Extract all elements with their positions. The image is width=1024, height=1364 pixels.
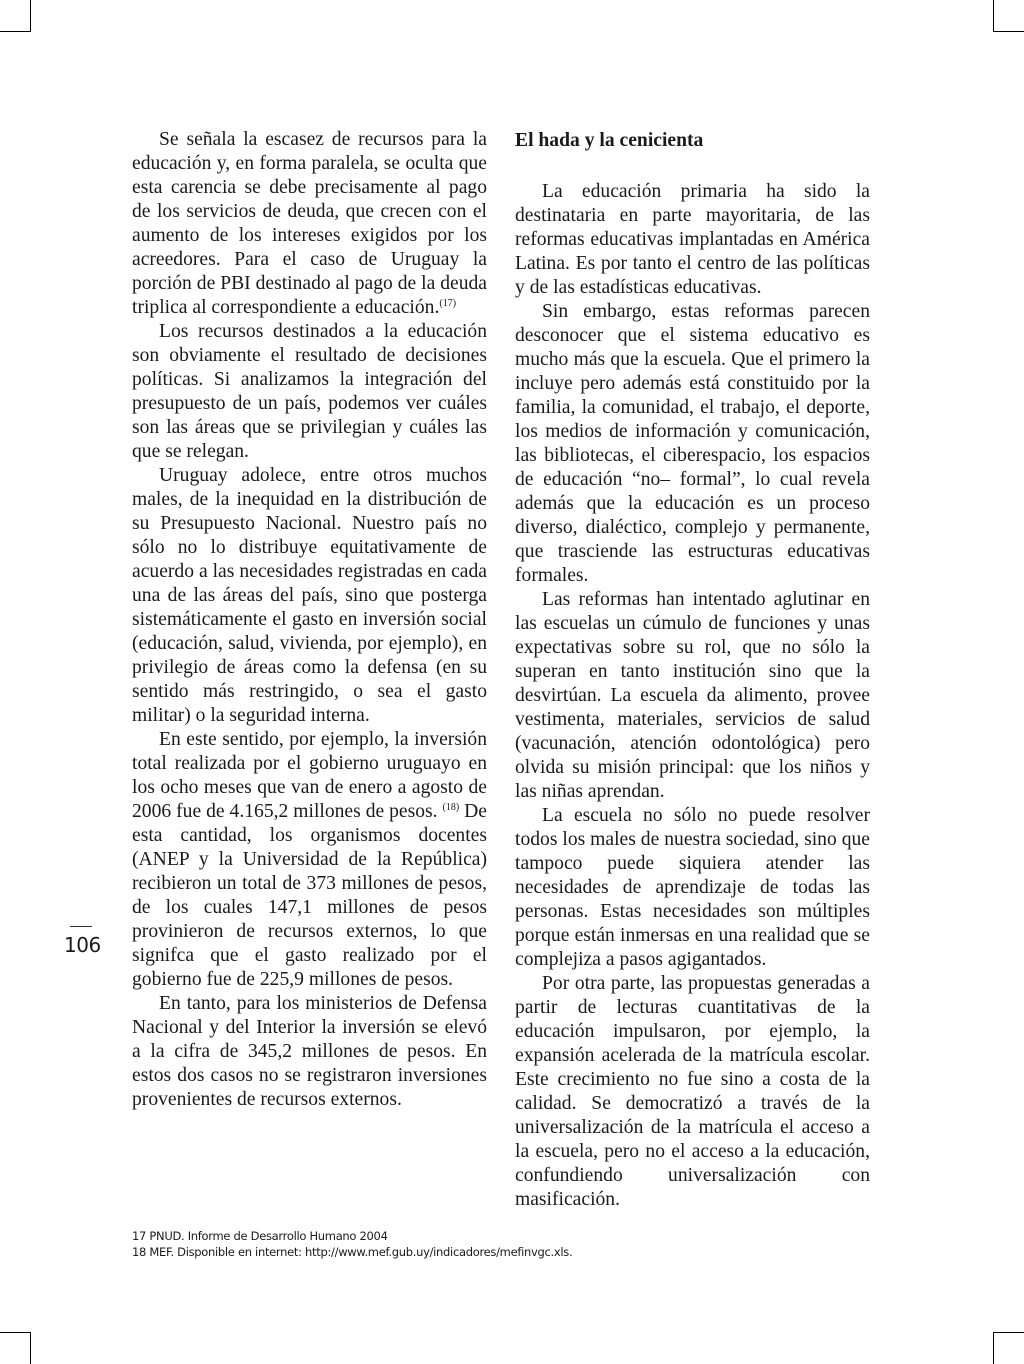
crop-mark-bottom-right-v: [993, 1332, 994, 1364]
footnote-17: 17 PNUD. Informe de Desarrollo Humano 2004: [132, 1229, 388, 1243]
body-paragraph: Uruguay adolece, entre otros muchos males, de la inequidad en la distribución de su Presupuesto Nacional. Nuestro país no sólo no lo distribuye equitativamente de acuerdo a las necesidades registradas en cada una de las áreas del país, sino que posterga sistemáticamente el gasto en inversión social (educación, salud, vivienda, por ejemplo), en privilegio de áreas como la defensa (en su sentido más restringido, o sea el gasto militar) o la seguridad interna.: [132, 465, 487, 726]
footnote-reference: (17): [439, 298, 457, 309]
page-number: 106: [64, 933, 101, 957]
crop-mark-top-right-v: [993, 0, 994, 32]
crop-mark-top-left-v: [30, 0, 31, 32]
footnote-18: 18 MEF. Disponible en internet: http://www.mef.gub.uy/indicadores/mefinvgc.xls.: [132, 1245, 573, 1259]
right-column: [515, 128, 870, 1212]
crop-mark-bottom-left-h: [0, 1332, 31, 1333]
footnotes: [132, 1228, 892, 1260]
body-paragraph: Los recursos destinados a la educación son obviamente el resultado de decisiones políticas. Si analizamos la integración del presupuesto de un país, podemos ver cuáles son las áreas que se privilegian y cuáles las que se relegan.: [132, 321, 487, 462]
body-paragraph: La escuela no sólo no puede resolver todos los males de nuestra sociedad, sino que tampoco puede siquiera atender las necesidades de aprendizaje de todas las personas. Estas necesidades son múltiples porque están inmersas en una realidad que se complejiza a pasos agigantados.: [515, 805, 870, 970]
left-column: [132, 128, 487, 1112]
body-paragraph: Sin embargo, estas reformas parecen desconocer que el sistema educativo es mucho más que la escuela. Que el primero la incluye pero además está constituido por la familia, la comunidad, el trabajo, el deporte, los medios de información y comunicación, las bibliotecas, el ciberespacio, los espacios de educación “no– formal”, lo cual revela además que la educación es un proceso diverso, dialéctico, complejo y permanente, que trasciende las estructuras educativas formales.: [515, 301, 870, 586]
crop-mark-top-right-h: [993, 31, 1024, 32]
section-heading: El hada y la cenicienta: [515, 130, 704, 151]
body-paragraph: La educación primaria ha sido la destinataria en parte mayoritaria, de las reformas educativas implantadas en América Latina. Es por tanto el centro de las políticas y de las estadísticas educativas.: [515, 181, 870, 298]
body-paragraph: Por otra parte, las propuestas generadas a partir de lecturas cuantitativas de la educación impulsaron, por ejemplo, la expansión acelerada de la matrícula escolar. Este crecimiento no fue sino a costa de la calidad. Se democratizó a través de la universalización de la matrícula el acceso a la escuela, pero no el acceso a la educación, confundiendo universalización con masificación.: [515, 973, 870, 1210]
crop-mark-top-left-h: [0, 31, 31, 32]
crop-mark-bottom-left-v: [30, 1332, 31, 1364]
body-paragraph: Se señala la escasez de recursos para la educación y, en forma paralela, se oculta que esta carencia se debe precisamente al pago de los servicios de deuda, que crecen con el aumento de los intereses exigidos por los acreedores. Para el caso de Uruguay la porción de PBI destinado al pago de la deuda triplica al correspondiente a educación.$^{(17)}$: [132, 129, 487, 318]
crop-mark-bottom-right-h: [993, 1332, 1024, 1333]
body-paragraph: Las reformas han intentado aglutinar en las escuelas un cúmulo de funciones y unas expectativas sobre su rol, que no sólo la superan en tanto institución sino que la desvirtúan. La escuela da alimento, provee vestimenta, materiales, servicios de salud (vacunación, atención odontológica) pero olvida su misión principal: que los niños y las niñas aprendan.: [515, 589, 870, 802]
body-paragraph: En tanto, para los ministerios de Defensa Nacional y del Interior la inversión se elevó a la cifra de 345,2 millones de pesos. En estos dos casos no se registraron inversiones provenientes de recursos externos.: [132, 993, 487, 1110]
body-paragraph: En este sentido, por ejemplo, la inversión total realizada por el gobierno uruguayo en los ocho meses que van de enero a agosto de 2006 fue de 4.165,2 millones de pesos. $^{(18)}$ De esta cantidad, los organismos docentes (ANEP y la Universidad de la República) recibieron un total de 373 millones de pesos, de los cuales 147,1 millones de pesos provinieron de recursos externos, lo que signifca que el gasto realizado por el gobierno fue de 225,9 millones de pesos.: [132, 729, 487, 990]
footnote-reference: (18): [442, 802, 460, 813]
page-number-rule: [70, 926, 92, 927]
